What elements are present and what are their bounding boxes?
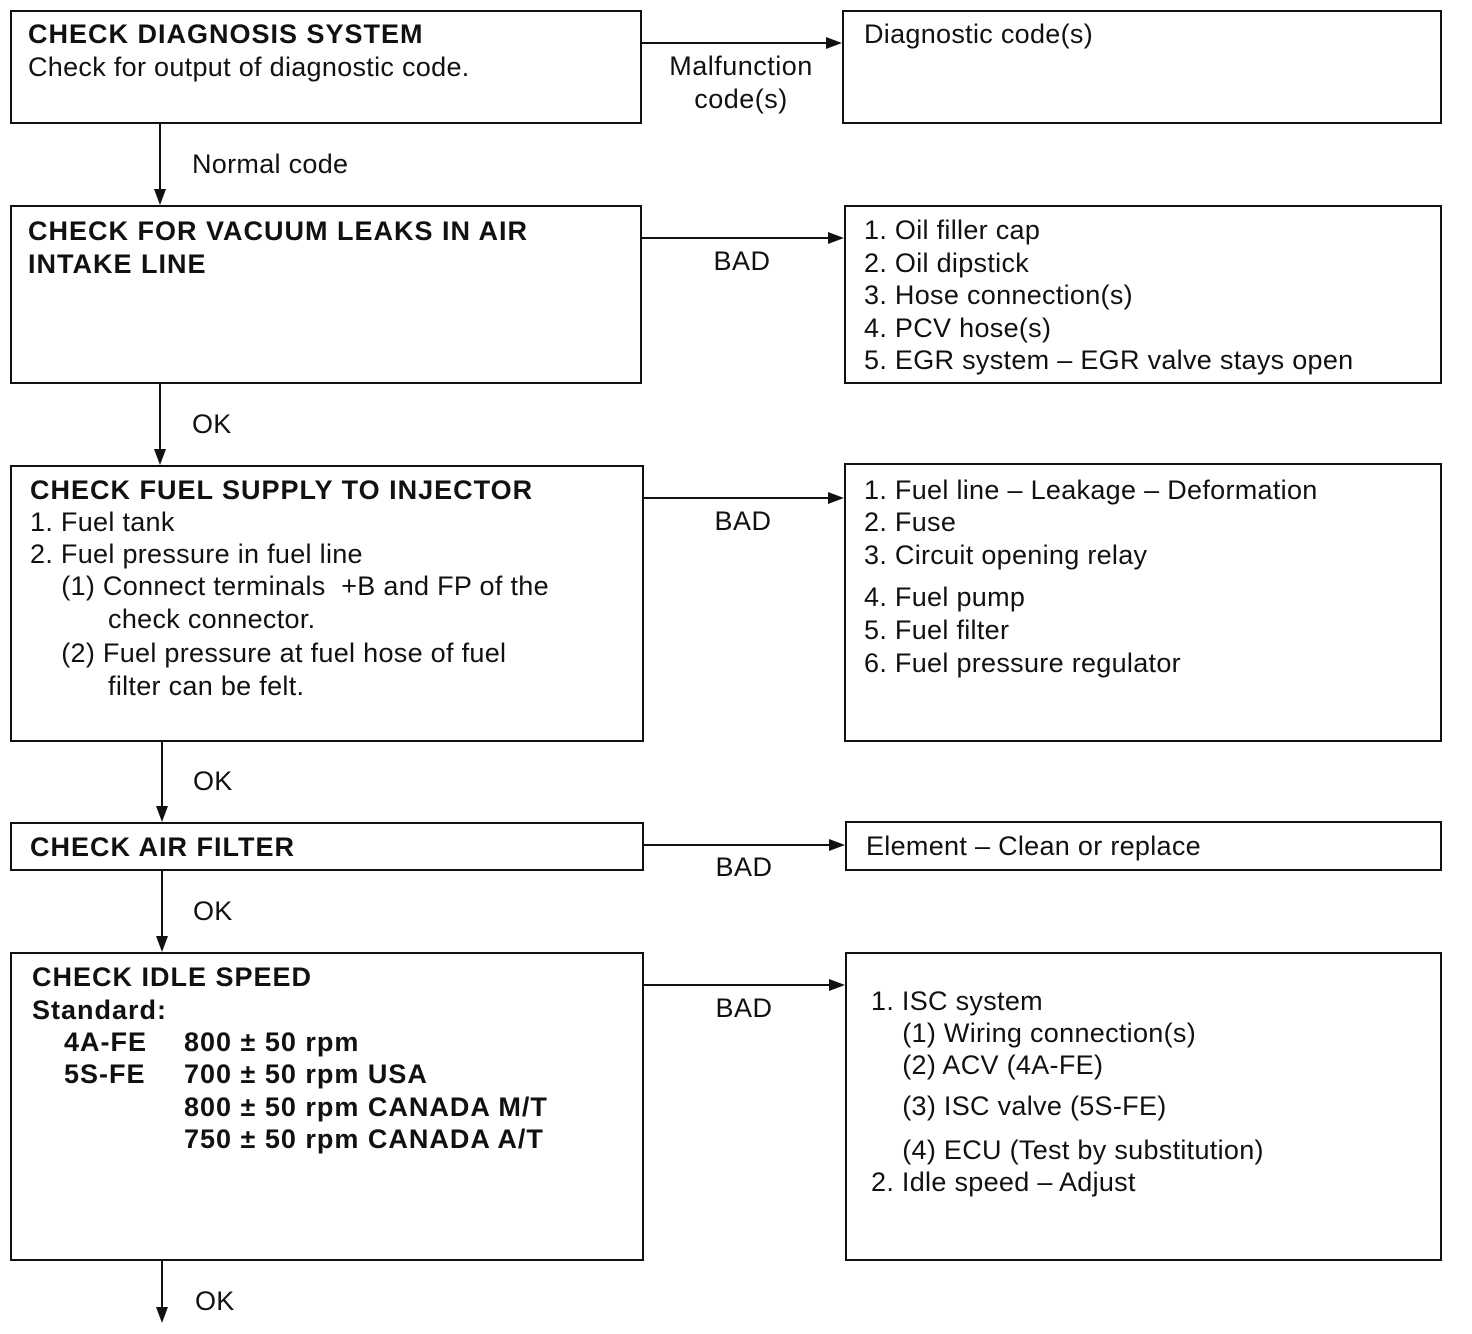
spec-value: 800 ± 50 rpm CANADA M/T xyxy=(184,1092,548,1122)
arrow-head-step4-right xyxy=(829,839,845,851)
result-item: 3. Hose connection(s) xyxy=(864,280,1133,310)
result-item: (1) Wiring connection(s) xyxy=(871,1018,1196,1048)
link-label-ok: OK xyxy=(192,409,232,439)
step-item: check connector. xyxy=(30,604,316,634)
branch-label-bad: BAD xyxy=(714,506,772,536)
step-item: filter can be felt. xyxy=(30,671,305,701)
branch-label-bad: BAD xyxy=(715,993,773,1023)
arrow-head-step2-right xyxy=(828,232,844,244)
result-item: 5. EGR system – EGR valve stays open xyxy=(864,345,1354,375)
spec-model: 4A-FE xyxy=(64,1027,148,1057)
result-item: 1. ISC system xyxy=(871,986,1043,1016)
arrow-head-step3-right xyxy=(828,492,844,504)
spec-value: 700 ± 50 rpm USA xyxy=(184,1059,428,1089)
step-title: CHECK FOR VACUUM LEAKS IN AIR INTAKE LINE xyxy=(28,216,528,279)
result-item: (3) ISC valve (5S-FE) xyxy=(871,1091,1167,1121)
arrow-head-step4-down xyxy=(156,936,168,952)
arrow-head-step1-right xyxy=(826,37,842,49)
step-box-idle-speed xyxy=(10,952,644,1261)
step-description: Check for output of diagnostic code. xyxy=(28,52,470,82)
spec-heading: Standard: xyxy=(32,995,168,1025)
result-box-idle-speed xyxy=(845,952,1442,1261)
link-label-ok: OK xyxy=(193,766,233,796)
step-box-air-filter xyxy=(10,822,644,871)
step-box-check-diagnosis xyxy=(10,10,642,124)
arrow-head-step2-down xyxy=(154,449,166,465)
step-box-vacuum-leaks xyxy=(10,205,642,384)
step-item: 2. Fuel pressure in fuel line xyxy=(30,539,363,569)
step-title: CHECK DIAGNOSIS SYSTEM xyxy=(28,19,424,49)
result-item: 2. Oil dipstick xyxy=(864,248,1030,278)
branch-label-bad: BAD xyxy=(713,246,771,276)
spec-value: 800 ± 50 rpm xyxy=(184,1027,360,1057)
step-item: (1) Connect terminals +B and FP of the xyxy=(30,571,549,601)
step-title: CHECK AIR FILTER xyxy=(30,832,295,862)
branch-label-bad: BAD xyxy=(715,852,773,882)
result-box-diagnostic-code xyxy=(842,10,1442,124)
step-item: 1. Fuel tank xyxy=(30,507,175,537)
result-box-air-filter xyxy=(845,821,1442,871)
link-label-ok: OK xyxy=(193,896,233,926)
result-item: 3. Circuit opening relay xyxy=(864,540,1148,570)
spec-model: 5S-FE xyxy=(64,1059,146,1089)
result-text: Diagnostic code(s) xyxy=(864,19,1093,49)
link-label-normal-code: Normal code xyxy=(192,149,349,179)
result-item: (2) ACV (4A-FE) xyxy=(871,1050,1104,1080)
result-item: 4. PCV hose(s) xyxy=(864,313,1052,343)
result-box-fuel-supply xyxy=(844,463,1442,742)
result-item: 5. Fuel filter xyxy=(864,615,1010,645)
result-item: (4) ECU (Test by substitution) xyxy=(871,1135,1264,1165)
spec-value: 750 ± 50 rpm CANADA A/T xyxy=(184,1124,544,1154)
step-item: (2) Fuel pressure at fuel hose of fuel xyxy=(30,638,507,668)
step-box-fuel-supply xyxy=(10,465,644,742)
arrow-head-step5-right xyxy=(829,979,845,991)
result-item: 2. Fuse xyxy=(864,507,957,537)
result-box-vacuum-leaks xyxy=(844,205,1442,384)
result-item: 1. Oil filler cap xyxy=(864,215,1041,245)
result-item: 6. Fuel pressure regulator xyxy=(864,648,1181,678)
link-label-ok: OK xyxy=(195,1286,235,1316)
result-item: 2. Idle speed – Adjust xyxy=(871,1167,1136,1197)
arrow-head-step1-down xyxy=(154,189,166,205)
branch-label-malfunction: Malfunction code(s) xyxy=(669,51,813,114)
step-title: CHECK FUEL SUPPLY TO INJECTOR xyxy=(30,475,534,505)
result-text: Element – Clean or replace xyxy=(866,831,1201,861)
step-title: CHECK IDLE SPEED xyxy=(32,962,313,992)
arrow-head-step3-down xyxy=(156,806,168,822)
arrow-head-step5-down xyxy=(156,1307,168,1323)
result-item: 4. Fuel pump xyxy=(864,582,1026,612)
result-item: 1. Fuel line – Leakage – Deformation xyxy=(864,475,1318,505)
